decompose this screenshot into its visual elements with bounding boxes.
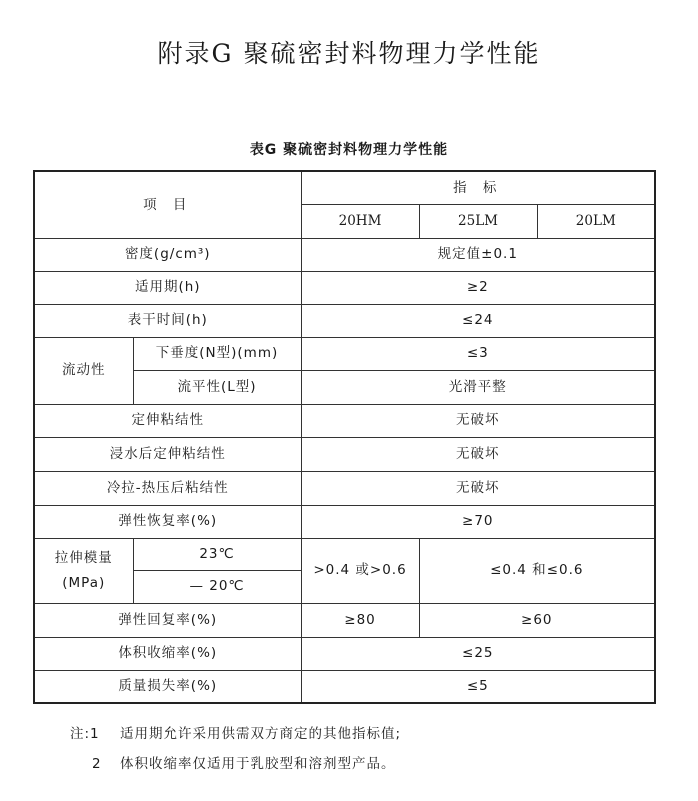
- row-value-modulus-lm: ≤0.4 和≤0.6: [419, 538, 655, 603]
- row-label-pot-life: 适用期(h): [34, 271, 301, 304]
- row-label-density: 密度(g/cm³): [34, 238, 301, 271]
- note-2-text: 体积收缩率仅适用于乳胶型和溶剂型产品。: [120, 756, 396, 772]
- note-1-text: 适用期允许采用供需双方商定的其他指标值;: [120, 726, 402, 742]
- row-value-modulus-20hm: >0.4 或>0.6: [301, 538, 419, 603]
- table-row: [34, 603, 655, 637]
- header-item: 项 目: [34, 171, 301, 238]
- note-2-number: 2: [92, 756, 102, 772]
- table-notes: [70, 719, 401, 779]
- row-value-cold-hot: 无破坏: [301, 471, 655, 505]
- table-row: [34, 437, 655, 471]
- table-row: [34, 637, 655, 670]
- row-value-leveling: 光滑平整: [301, 370, 655, 404]
- row-group-modulus: [34, 538, 133, 603]
- properties-table: [33, 170, 656, 704]
- row-value-pot-life: ≥2: [301, 271, 655, 304]
- table-row: [34, 404, 655, 437]
- row-label-sag: 下垂度(N型)(mm): [133, 337, 301, 370]
- row-value-sag: ≤3: [301, 337, 655, 370]
- row-label-modulus-minus20: — 20℃: [133, 570, 301, 603]
- modulus-unit: (MPa): [62, 574, 106, 591]
- row-value-volume-shrink: ≤25: [301, 637, 655, 670]
- table-row: [34, 337, 655, 370]
- table-row: [34, 238, 655, 271]
- table-row: [34, 505, 655, 538]
- row-label-volume-shrink: 体积收缩率(%): [34, 637, 301, 670]
- table-caption: 表G 聚硫密封料物理力学性能: [249, 142, 449, 158]
- note-prefix: 注:1: [70, 726, 100, 742]
- row-value-tensile-adhesion: 无破坏: [301, 404, 655, 437]
- row-value-tack-free: ≤24: [301, 304, 655, 337]
- grade-20hm: 20HM: [301, 204, 419, 238]
- table-row: [34, 304, 655, 337]
- row-group-flow: 流动性: [34, 337, 133, 404]
- row-label-tensile-adhesion: 定伸粘结性: [34, 404, 301, 437]
- row-label-elastic-rebound: 弹性回复率(%): [34, 603, 301, 637]
- row-value-elastic-rebound-lm: ≥60: [419, 603, 655, 637]
- row-value-mass-loss: ≤5: [301, 670, 655, 703]
- appendix-title: 附录G 聚硫密封料物理力学性能: [157, 39, 541, 68]
- note-1: [70, 719, 401, 749]
- row-value-water-immersion: 无破坏: [301, 437, 655, 471]
- row-value-elastic-rebound-20hm: ≥80: [301, 603, 419, 637]
- grade-25lm: 25LM: [419, 204, 537, 238]
- row-label-elastic-recovery: 弹性恢复率(%): [34, 505, 301, 538]
- table-row: [34, 471, 655, 505]
- header-row-1: [34, 171, 655, 204]
- row-value-density: 规定值±0.1: [301, 238, 655, 271]
- table-row: [34, 538, 655, 570]
- table-row: [34, 670, 655, 703]
- row-label-water-immersion: 浸水后定伸粘结性: [34, 437, 301, 471]
- row-label-tack-free: 表干时间(h): [34, 304, 301, 337]
- table-row: [34, 271, 655, 304]
- row-label-modulus-23: 23℃: [133, 538, 301, 570]
- header-indicator: 指 标: [301, 171, 655, 204]
- row-label-cold-hot: 冷拉-热压后粘结性: [34, 471, 301, 505]
- row-label-mass-loss: 质量损失率(%): [34, 670, 301, 703]
- grade-20lm: 20LM: [537, 204, 655, 238]
- note-2: [70, 749, 401, 779]
- row-label-leveling: 流平性(L型): [133, 370, 301, 404]
- modulus-label: 拉伸模量: [54, 550, 113, 567]
- row-value-elastic-recovery: ≥70: [301, 505, 655, 538]
